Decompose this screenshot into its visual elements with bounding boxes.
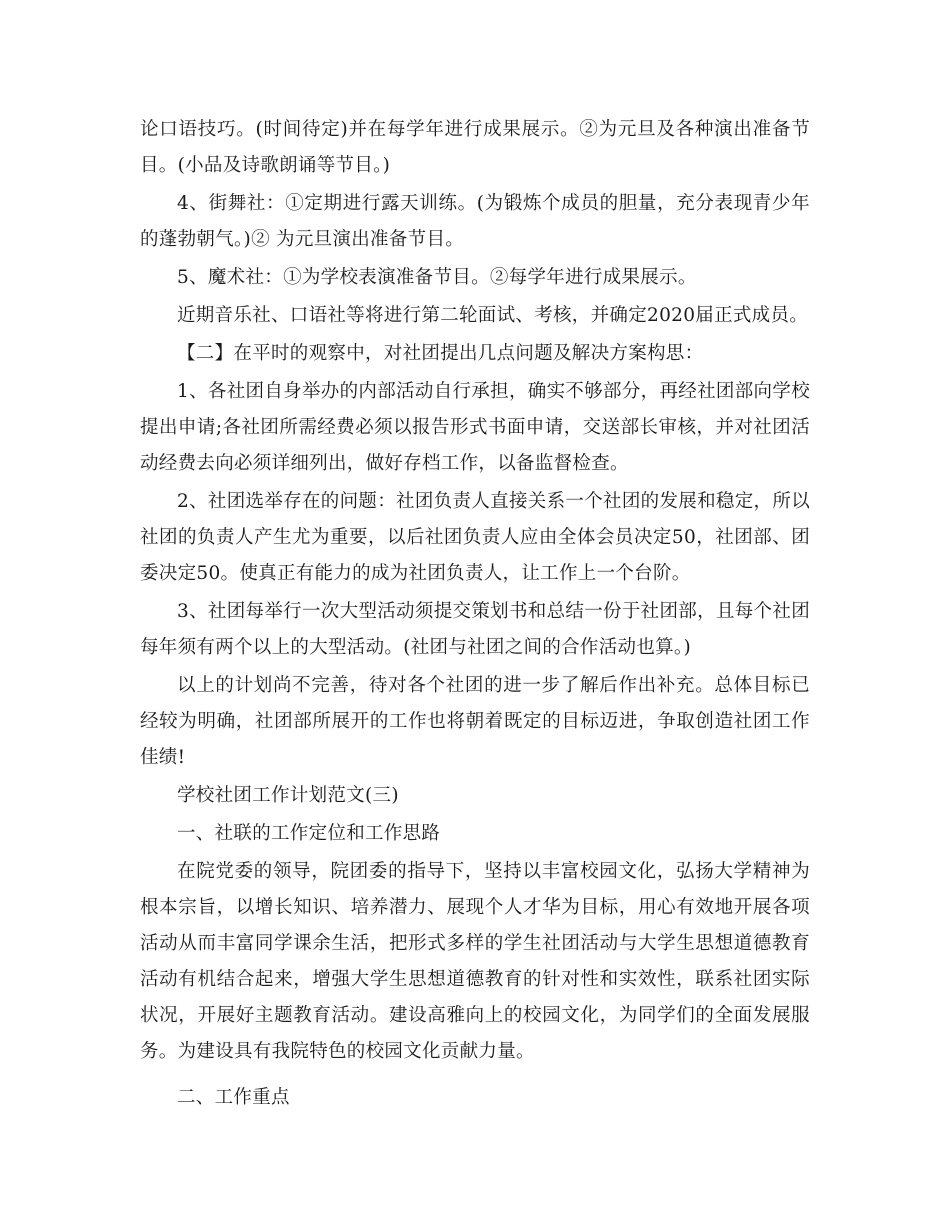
paragraph-9: 以上的计划尚不完善，待对各个社团的进一步了解后作出补充。总体目标已经较为明确，社团部所展开的工作也将朝着既定的目标迈进，争取创造社团工作佳绩!: [140, 675, 810, 768]
paragraph-5: 【二】在平时的观察中，对社团提出几点问题及解决方案构思：: [177, 343, 704, 364]
heading-2: 二、工作重点: [177, 1087, 290, 1108]
document-body: [140, 112, 810, 1118]
paragraph-7: 2、社团选举存在的问题：社团负责人直接关系一个社团的发展和稳定，所以社团的负责人产生尤为重要，以后社团负责人应由全体会员决定50，社团部、团委决定50。使真正有能力的成为社团负责人，让工作上一个台阶。: [140, 491, 810, 584]
paragraph-6: 1、各社团自身举办的内部活动自行承担，确实不够部分，再经社团部向学校提出申请;各社团所需经费必须以报告形式书面申请，交送部长审核，并对社团活动经费去向必须详细列出，做好存档工作，以备监督检查。: [140, 381, 810, 474]
heading-1: 一、社联的工作定位和工作思路: [177, 823, 441, 844]
paragraph-8: 3、社团每举行一次大型活动须提交策划书和总结一份于社团部，且每个社团每年须有两个以上的大型活动。(社团与社团之间的合作活动也算。): [140, 601, 810, 658]
paragraph-4: 近期音乐社、口语社等将进行第二轮面试、考核，并确定2020届正式成员。: [177, 305, 809, 326]
paragraph-3: 5、魔术社：①为学校表演准备节目。②每学年进行成果展示。: [177, 267, 697, 288]
paragraph-1: 论口语技巧。(时间待定)并在每学年进行成果展示。②为元旦及各种演出准备节目。(小品及诗歌朗诵等节目。): [140, 119, 810, 176]
paragraph-2: 4、街舞社：①定期进行露天训练。(为锻炼个成员的胆量，充分表现青少年的蓬勃朝气。)② 为元旦演出准备节目。: [140, 193, 810, 250]
paragraph-12: 在院党委的领导，院团委的指导下，坚持以丰富校园文化，弘扬大学精神为根本宗旨，以增长知识、培养潜力、展现个人才华为目标，用心有效地开展各项活动从而丰富同学课余生活，把形式多样的学生社团活动与大学生思想道德教育活动有机结合起来，增强大学生思想道德教育的针对性和实效性，联系社团实际状况，开展好主题教育活动。建设高雅向上的校园文化，为同学们的全面发展服务。为建设具有我院特色的校园文化贡献力量。: [140, 861, 810, 1062]
section-title: 学校社团工作计划范文(三): [177, 785, 399, 806]
